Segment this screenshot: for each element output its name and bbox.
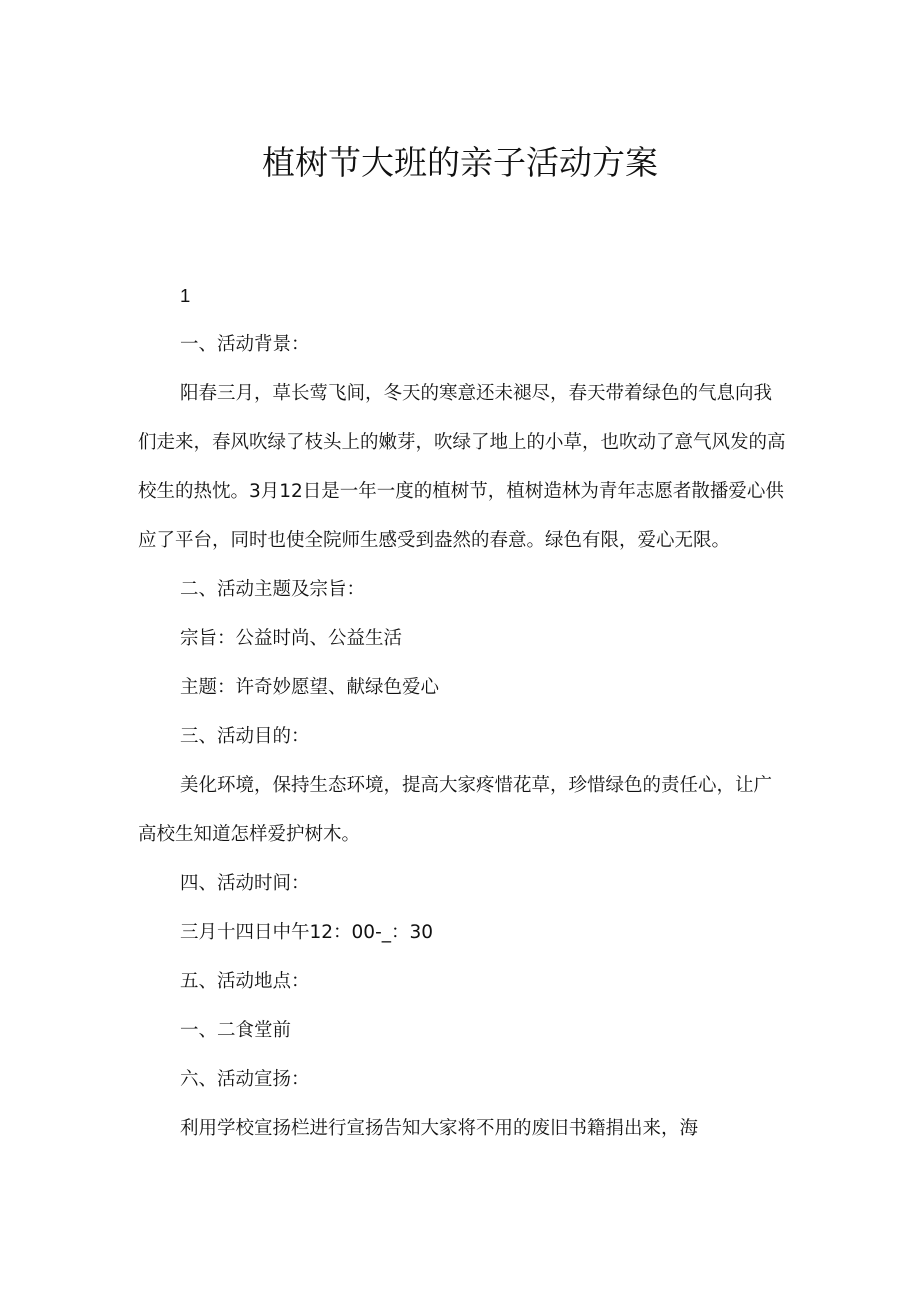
document-body: [138, 271, 788, 1153]
section-number: 1: [180, 285, 191, 306]
paragraph-theme: 主题：许奇妙愿望、献绿色爱心: [180, 677, 440, 698]
heading-activity-goal: 三、活动目的：: [180, 726, 310, 747]
heading-theme-purpose: 二、活动主题及宗旨：: [180, 579, 366, 600]
paragraph-location: 一、二食堂前: [180, 1020, 292, 1041]
paragraph-background: 阳春三月，草长莺飞间，冬天的寒意还未褪尽，春天带着绿色的气息向我们走来，春风吹绿了枝头上的嫩芽，吹绿了地上的小草，也吹动了意气风发的高校生的热忱。3月12日是一年一度的植树节，植树造林为青年志愿者散播爱心供应了平台，同时也使全院师生感受到盎然的春意。绿色有限，爱心无限。: [138, 383, 786, 551]
document-title: 植树节大班的亲子活动方案: [262, 143, 658, 182]
heading-activity-time: 四、活动时间：: [180, 873, 310, 894]
paragraph-promotion: 利用学校宣扬栏进行宣扬告知大家将不用的废旧书籍捐出来，海: [180, 1118, 699, 1139]
heading-activity-promotion: 六、活动宣扬：: [180, 1069, 310, 1090]
paragraph-purpose: 宗旨：公益时尚、公益生活: [180, 628, 403, 649]
heading-activity-background: 一、活动背景：: [180, 334, 310, 355]
paragraph-time: 三月十四日中午12：00-_：30: [180, 922, 434, 943]
paragraph-goal: 美化环境，保持生态环境，提高大家疼惜花草，珍惜绿色的责任心，让广高校生知道怎样爱护树木。: [138, 775, 773, 845]
heading-activity-location: 五、活动地点：: [180, 971, 310, 992]
